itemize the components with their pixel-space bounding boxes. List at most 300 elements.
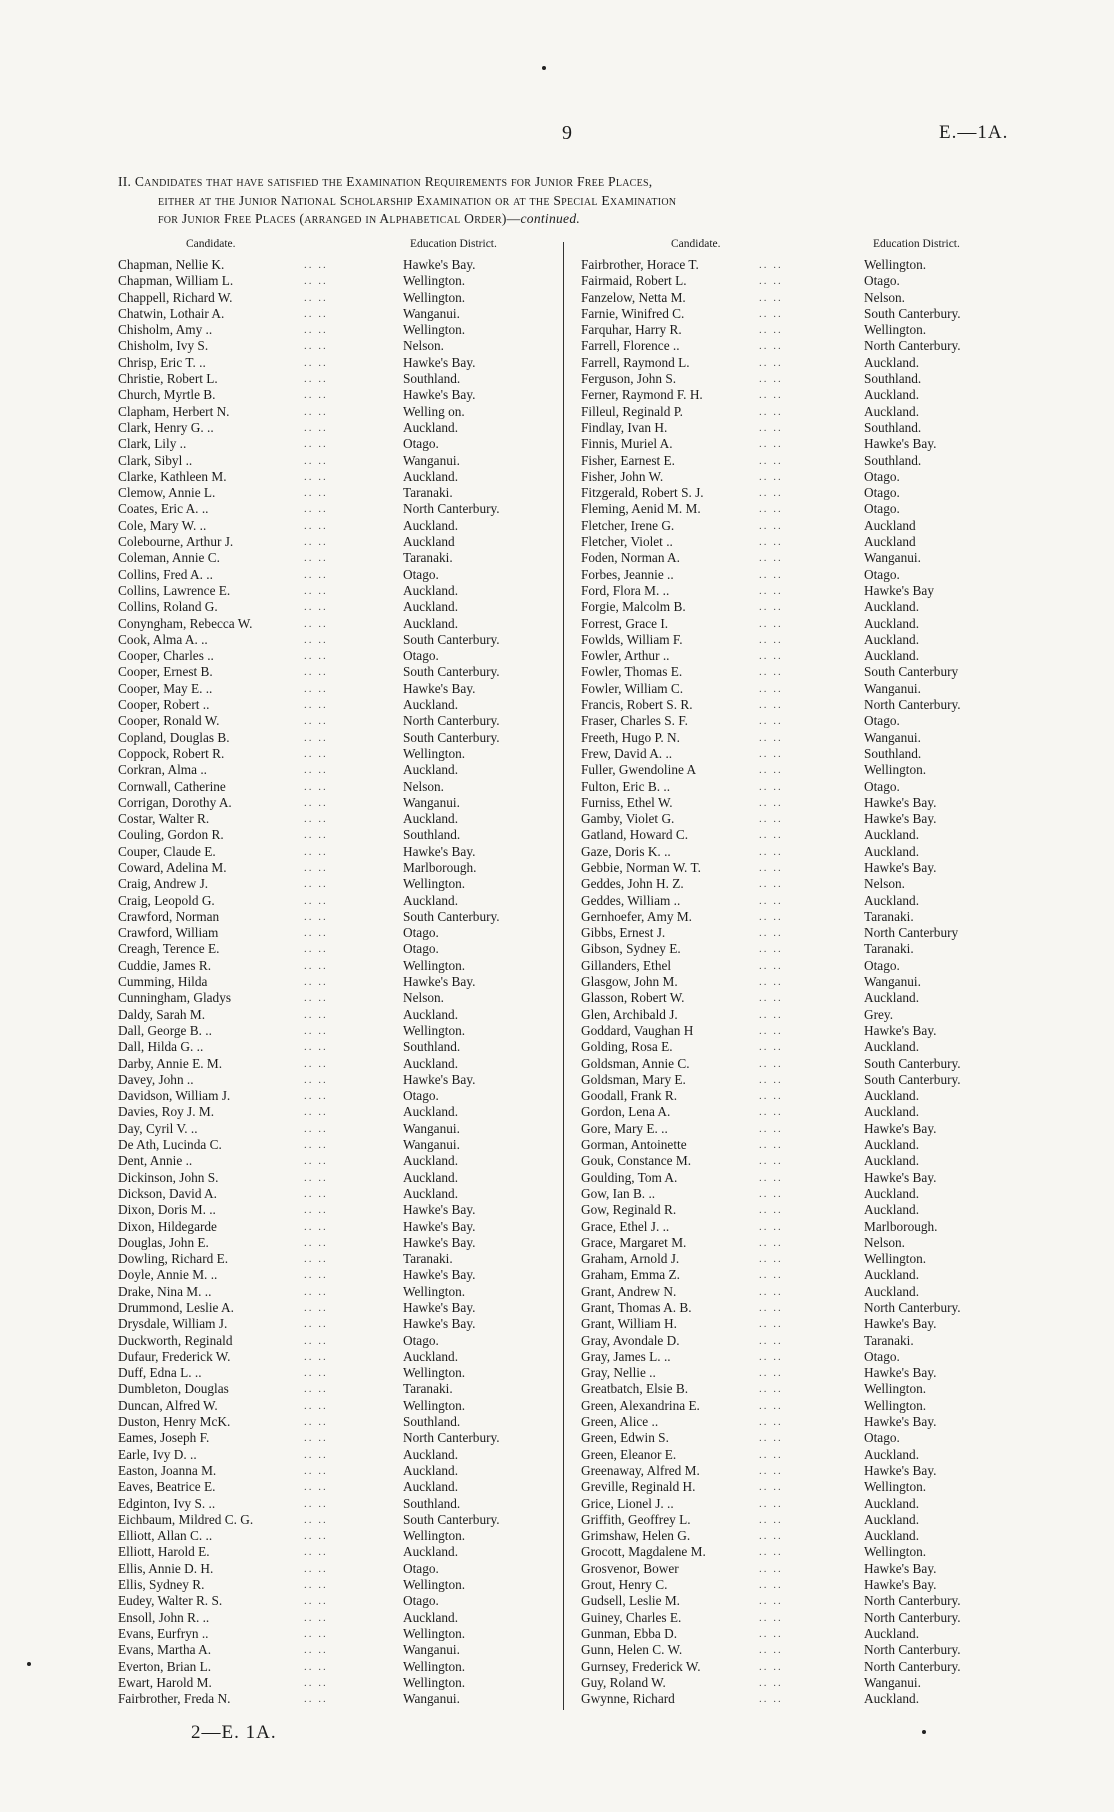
candidate-name: Greatbatch, Elsie B. xyxy=(581,1381,689,1397)
candidate-row xyxy=(581,273,1021,289)
candidate-name: Fletcher, Violet .. xyxy=(581,534,673,550)
leader-dots: .. .. xyxy=(759,617,783,630)
education-district: North Canterbury. xyxy=(403,1430,500,1446)
heading-line-2: either at the Junior National Scholarship Examination or at the Special Examination xyxy=(158,192,677,208)
candidate-row xyxy=(581,795,1021,811)
leader-dots: .. .. xyxy=(759,927,783,940)
candidate-name: Cornwall, Catherine xyxy=(118,778,226,794)
education-district: Otago. xyxy=(403,648,439,664)
education-district: Otago. xyxy=(864,273,900,289)
candidate-row xyxy=(118,1088,548,1104)
candidate-name: Grant, Andrew N. xyxy=(581,1283,677,1299)
leader-dots: .. .. xyxy=(304,389,328,402)
candidate-name: Chrisp, Eric T. .. xyxy=(118,354,206,370)
candidate-name: Farquhar, Harry R. xyxy=(581,322,682,338)
leader-dots: .. .. xyxy=(759,943,783,956)
candidate-name: Drummond, Leslie A. xyxy=(118,1300,234,1315)
leader-dots: .. .. xyxy=(759,470,783,483)
education-district: Wellington. xyxy=(864,1544,927,1560)
candidate-name: Clark, Sibyl .. xyxy=(118,452,193,468)
candidate-name: Fraser, Charles S. F. xyxy=(581,713,688,729)
education-district: South Canterbury. xyxy=(403,1511,500,1527)
leader-dots: .. .. xyxy=(759,1399,783,1412)
education-district: Marlborough. xyxy=(403,859,477,875)
page-code: E.—1A. xyxy=(939,122,1009,143)
education-district: Hawke's Bay. xyxy=(864,811,937,827)
education-district: Otago. xyxy=(864,1430,900,1446)
candidate-row xyxy=(118,1544,548,1560)
candidate-row xyxy=(118,909,548,925)
education-district: Auckland. xyxy=(403,615,459,631)
leader-dots: .. .. xyxy=(759,1432,783,1445)
candidate-row xyxy=(118,1104,548,1120)
education-district: Southland. xyxy=(864,371,922,387)
education-district: Otago. xyxy=(864,1348,900,1364)
education-district: Auckland. xyxy=(864,648,920,664)
candidate-row xyxy=(581,534,1021,550)
candidate-row xyxy=(118,1659,548,1675)
candidate-row xyxy=(581,1333,1021,1349)
candidate-name: Dickinson, John S. xyxy=(118,1169,219,1185)
candidate-name: Goodall, Frank R. xyxy=(581,1088,678,1104)
education-district: Auckland. xyxy=(403,1104,459,1120)
leader-dots: .. .. xyxy=(304,454,328,467)
candidate-row xyxy=(581,925,1021,941)
education-district: Hawke's Bay. xyxy=(864,859,937,875)
leader-dots: .. .. xyxy=(304,421,328,434)
candidate-row xyxy=(581,322,1021,338)
education-district: South Canterbury. xyxy=(403,729,500,745)
candidate-row xyxy=(118,355,548,371)
education-district: Auckland. xyxy=(403,517,459,533)
leader-dots: .. .. xyxy=(304,699,328,712)
candidate-name: Duckworth, Reginald xyxy=(118,1332,233,1348)
leader-dots: .. .. xyxy=(759,633,783,646)
candidate-row xyxy=(118,1398,548,1414)
education-district: North Canterbury. xyxy=(864,1609,961,1625)
right-candidate-header: Candidate. xyxy=(671,238,721,250)
education-district: Auckland. xyxy=(864,631,920,647)
leader-dots: .. .. xyxy=(304,764,328,777)
candidate-name: Grice, Lionel J. .. xyxy=(581,1495,674,1511)
candidate-row xyxy=(581,893,1021,909)
candidate-name: Evans, Martha A. xyxy=(118,1642,212,1658)
candidate-row xyxy=(118,420,548,436)
leader-dots: .. .. xyxy=(304,878,328,891)
leader-dots: .. .. xyxy=(759,1220,783,1233)
education-district: South Canterbury. xyxy=(864,1071,961,1087)
education-district: Wanganui. xyxy=(403,1120,460,1136)
education-district: Auckland. xyxy=(864,990,920,1006)
education-district: Otago. xyxy=(403,941,439,957)
education-district: Wellington. xyxy=(403,289,466,305)
leader-dots: .. .. xyxy=(304,259,328,271)
candidate-row xyxy=(581,436,1021,452)
candidate-name: Francis, Robert S. R. xyxy=(581,697,693,713)
candidate-name: Grocott, Magdalene M. xyxy=(581,1544,706,1560)
leader-dots: .. .. xyxy=(759,1562,783,1575)
candidate-row xyxy=(118,958,548,974)
candidate-row xyxy=(118,1414,548,1430)
education-district: Wellington. xyxy=(864,1381,927,1397)
education-district: Auckland. xyxy=(864,615,920,631)
leader-dots: .. .. xyxy=(304,1008,328,1021)
candidate-row xyxy=(581,1039,1021,1055)
candidate-row xyxy=(581,355,1021,371)
leader-dots: .. .. xyxy=(759,373,783,386)
candidate-row xyxy=(581,974,1021,990)
candidate-name: De Ath, Lucinda C. xyxy=(118,1137,222,1153)
candidate-name: Colebourne, Arthur J. xyxy=(118,534,234,550)
leader-dots: .. .. xyxy=(759,992,783,1005)
leader-dots: .. .. xyxy=(304,1660,328,1673)
leader-dots: .. .. xyxy=(304,438,328,451)
candidate-row xyxy=(581,469,1021,485)
education-district: Hawke's Bay. xyxy=(403,354,476,370)
candidate-row xyxy=(581,387,1021,403)
leader-dots: .. .. xyxy=(304,1204,328,1217)
candidate-row xyxy=(581,453,1021,469)
education-district: Wanganui. xyxy=(403,452,460,468)
candidate-row xyxy=(581,1398,1021,1414)
candidate-name: Coates, Eric A. .. xyxy=(118,501,209,517)
candidate-row xyxy=(118,599,548,615)
leader-dots: .. .. xyxy=(759,894,783,907)
candidate-row xyxy=(118,1463,548,1479)
leader-dots: .. .. xyxy=(304,552,328,565)
leader-dots: .. .. xyxy=(759,389,783,402)
candidate-row xyxy=(581,501,1021,517)
candidate-name: Crawford, Norman xyxy=(118,908,220,924)
education-district: Wellington. xyxy=(403,1365,466,1381)
education-district: Wellington. xyxy=(403,1283,466,1299)
leader-dots: .. .. xyxy=(759,666,783,679)
candidate-row xyxy=(118,893,548,909)
education-district: Auckland. xyxy=(864,1511,920,1527)
candidate-name: Farrell, Florence .. xyxy=(581,338,680,354)
education-district: Auckland. xyxy=(403,1544,459,1560)
candidate-name: Eames, Joseph F. xyxy=(118,1430,210,1446)
candidate-name: Creagh, Terence E. xyxy=(118,941,220,957)
education-district: Hawke's Bay. xyxy=(403,1316,476,1332)
candidate-name: Couper, Claude E. xyxy=(118,843,216,859)
education-district: Hawke's Bay. xyxy=(403,843,476,859)
education-district: Hawke's Bay. xyxy=(864,1577,937,1593)
education-district: Auckland. xyxy=(864,1267,920,1283)
education-district: Grey. xyxy=(864,1006,894,1022)
education-district: Auckland. xyxy=(403,1153,459,1169)
candidate-row xyxy=(118,1137,548,1153)
speck-mark xyxy=(27,1662,31,1666)
candidate-row xyxy=(581,1544,1021,1560)
candidate-name: Day, Cyril V. .. xyxy=(118,1120,198,1136)
education-district: Southland. xyxy=(403,1495,461,1511)
leader-dots: .. .. xyxy=(304,1644,328,1657)
candidate-name: Forrest, Grace I. xyxy=(581,615,669,631)
leader-dots: .. .. xyxy=(759,1155,783,1168)
education-district: North Canterbury xyxy=(864,925,959,941)
candidate-name: Forgie, Malcolm B. xyxy=(581,599,686,615)
heading-line-1: II. Candidates that have satisfied the Examination Requirements for Junior Free Places, xyxy=(118,174,653,189)
candidate-name: Clemow, Annie L. xyxy=(118,485,216,501)
leader-dots: .. .. xyxy=(759,747,783,760)
leader-dots: .. .. xyxy=(759,1171,783,1184)
leader-dots: .. .. xyxy=(304,324,328,337)
candidate-name: Eaves, Beatrice E. xyxy=(118,1479,216,1495)
candidate-name: Greenaway, Alfred M. xyxy=(581,1462,700,1478)
education-district: Nelson. xyxy=(864,1234,905,1250)
leader-dots: .. .. xyxy=(304,470,328,483)
candidate-name: Craig, Leopold G. xyxy=(118,892,215,908)
candidate-name: Finnis, Muriel A. xyxy=(581,436,673,452)
leader-dots: .. .. xyxy=(759,1139,783,1152)
candidate-name: Edginton, Ivy S. .. xyxy=(118,1495,216,1511)
candidate-row xyxy=(581,1659,1021,1675)
leader-dots: .. .. xyxy=(759,259,783,271)
candidate-row xyxy=(118,1023,548,1039)
leader-dots: .. .. xyxy=(759,878,783,891)
candidate-name: Ferner, Raymond F. H. xyxy=(581,387,703,403)
leader-dots: .. .. xyxy=(759,1090,783,1103)
education-district: Taranaki. xyxy=(864,941,914,957)
leader-dots: .. .. xyxy=(304,682,328,695)
leader-dots: .. .. xyxy=(759,487,783,500)
leader-dots: .. .. xyxy=(759,650,783,663)
candidate-name: Dumbleton, Douglas xyxy=(118,1381,229,1397)
candidate-row xyxy=(118,1349,548,1365)
candidate-name: Filleul, Reginald P. xyxy=(581,403,683,419)
candidate-row xyxy=(581,1267,1021,1283)
education-district: Auckland. xyxy=(864,1625,920,1641)
candidate-row xyxy=(118,290,548,306)
candidate-name: Gorman, Antoinette xyxy=(581,1137,687,1153)
candidate-row xyxy=(118,1577,548,1593)
leader-dots: .. .. xyxy=(759,1546,783,1559)
education-district: Taranaki. xyxy=(864,908,914,924)
candidate-name: Goddard, Vaughan H xyxy=(581,1022,694,1038)
leader-dots: .. .. xyxy=(304,487,328,500)
leader-dots: .. .. xyxy=(304,1171,328,1184)
candidate-name: Costar, Walter R. xyxy=(118,811,210,827)
education-district: Otago. xyxy=(864,485,900,501)
candidate-name: Gebbie, Norman W. T. xyxy=(581,859,701,875)
education-district: Wanganui. xyxy=(864,1674,921,1690)
candidate-name: Gore, Mary E. .. xyxy=(581,1120,668,1136)
candidate-row xyxy=(118,1675,548,1691)
candidate-row xyxy=(581,1642,1021,1658)
candidate-row xyxy=(581,1023,1021,1039)
education-district: South Canterbury. xyxy=(864,1055,961,1071)
leader-dots: .. .. xyxy=(304,519,328,532)
candidate-name: Everton, Brian L. xyxy=(118,1658,212,1674)
leader-dots: .. .. xyxy=(759,584,783,597)
education-district: Auckland. xyxy=(403,1185,459,1201)
candidate-name: Dall, George B. .. xyxy=(118,1022,212,1038)
candidate-name: Fanzelow, Netta M. xyxy=(581,289,686,305)
education-district: Auckland. xyxy=(864,1153,920,1169)
education-district: Auckland. xyxy=(403,599,459,615)
candidate-name: Dixon, Doris M. .. xyxy=(118,1202,216,1218)
candidate-row xyxy=(118,273,548,289)
candidate-name: Grace, Margaret M. xyxy=(581,1234,687,1250)
candidate-row xyxy=(118,550,548,566)
candidate-row xyxy=(118,485,548,501)
candidate-row xyxy=(581,1300,1021,1316)
education-district: Taranaki. xyxy=(403,485,453,501)
candidate-row xyxy=(118,1056,548,1072)
education-district: Hawke's Bay. xyxy=(403,1218,476,1234)
leader-dots: .. .. xyxy=(759,715,783,728)
education-district: Nelson. xyxy=(403,778,444,794)
education-district: Auckland. xyxy=(864,843,920,859)
candidate-row xyxy=(118,730,548,746)
leader-dots: .. .. xyxy=(304,1611,328,1624)
leader-dots: .. .. xyxy=(304,1139,328,1152)
candidate-row xyxy=(581,664,1021,680)
education-district: Hawke's Bay. xyxy=(864,1462,937,1478)
candidate-row xyxy=(118,1610,548,1626)
candidate-row xyxy=(118,257,548,273)
education-district: Hawke's Bay. xyxy=(864,1120,937,1136)
leader-dots: .. .. xyxy=(304,601,328,614)
candidate-row xyxy=(118,1284,548,1300)
leader-dots: .. .. xyxy=(304,1090,328,1103)
candidate-row xyxy=(581,1528,1021,1544)
leader-dots: .. .. xyxy=(304,976,328,989)
candidate-name: Gatland, Howard C. xyxy=(581,827,689,843)
candidate-name: Fuller, Gwendoline A xyxy=(581,762,697,778)
leader-dots: .. .. xyxy=(759,1513,783,1526)
candidate-row xyxy=(581,1626,1021,1642)
candidate-name: Grace, Ethel J. .. xyxy=(581,1218,670,1234)
candidate-row xyxy=(581,1610,1021,1626)
education-district: North Canterbury. xyxy=(864,338,961,354)
education-district: Auckland. xyxy=(864,1446,920,1462)
education-district: Auckland. xyxy=(403,1348,459,1364)
leader-dots: .. .. xyxy=(759,1464,783,1477)
candidate-row xyxy=(581,860,1021,876)
leader-dots: .. .. xyxy=(759,1367,783,1380)
heading-continued: continued. xyxy=(520,211,581,226)
education-district: North Canterbury. xyxy=(403,501,500,517)
candidate-name: Frew, David A. .. xyxy=(581,745,673,761)
candidate-row xyxy=(581,1430,1021,1446)
left-candidate-header: Candidate. xyxy=(186,238,236,250)
leader-dots: .. .. xyxy=(759,421,783,434)
leader-dots: .. .. xyxy=(304,1595,328,1608)
candidate-name: Ellis, Annie D. H. xyxy=(118,1560,214,1576)
leader-dots: .. .. xyxy=(759,1497,783,1510)
leader-dots: .. .. xyxy=(304,617,328,630)
candidate-name: Gernhoefer, Amy M. xyxy=(581,908,692,924)
candidate-name: Gunn, Helen C. W. xyxy=(581,1642,683,1658)
candidate-row xyxy=(581,404,1021,420)
education-district: Auckland. xyxy=(403,1446,459,1462)
candidate-name: Green, Edwin S. xyxy=(581,1430,669,1446)
candidate-row xyxy=(581,371,1021,387)
candidate-name: Fowler, William C. xyxy=(581,680,684,696)
candidate-name: Fowler, Thomas E. xyxy=(581,664,683,680)
candidate-row xyxy=(118,746,548,762)
leader-dots: .. .. xyxy=(759,1057,783,1070)
education-district: Otago. xyxy=(403,436,439,452)
leader-dots: .. .. xyxy=(759,1253,783,1266)
education-district: South Canterbury. xyxy=(403,631,500,647)
leader-dots: .. .. xyxy=(759,1073,783,1086)
education-district: Wellington. xyxy=(403,1022,466,1038)
candidate-name: Geddes, William .. xyxy=(581,892,681,908)
candidate-name: Crawford, William xyxy=(118,925,219,941)
candidate-name: Gow, Ian B. .. xyxy=(581,1185,656,1201)
leader-dots: .. .. xyxy=(304,1562,328,1575)
leader-dots: .. .. xyxy=(304,1155,328,1168)
education-district: Nelson. xyxy=(864,876,905,892)
candidate-row xyxy=(581,550,1021,566)
education-district: Auckland. xyxy=(403,811,459,827)
education-district: Auckland. xyxy=(864,1202,920,1218)
education-district: Wellington. xyxy=(864,1479,927,1495)
candidate-row xyxy=(118,860,548,876)
leader-dots: .. .. xyxy=(304,1627,328,1640)
leader-dots: .. .. xyxy=(759,1350,783,1363)
right-district-header: Education District. xyxy=(873,238,960,250)
education-district: Otago. xyxy=(403,925,439,941)
candidate-name: Duston, Henry McK. xyxy=(118,1414,231,1430)
candidate-name: Cumming, Hilda xyxy=(118,974,208,990)
education-district: Hawke's Bay. xyxy=(864,1414,937,1430)
signature-mark: 2—E. 1A. xyxy=(191,1722,277,1743)
candidate-row xyxy=(118,1072,548,1088)
leader-dots: .. .. xyxy=(304,1318,328,1331)
education-district: South Canterbury. xyxy=(864,305,961,321)
candidate-name: Dickson, David A. xyxy=(118,1185,217,1201)
candidate-row xyxy=(118,827,548,843)
education-district: Otago. xyxy=(403,566,439,582)
education-district: Hawke's Bay. xyxy=(403,1267,476,1283)
candidate-row xyxy=(118,1642,548,1658)
candidate-name: Gillanders, Ethel xyxy=(581,957,672,973)
candidate-row xyxy=(581,990,1021,1006)
candidate-row xyxy=(581,1691,1021,1707)
candidate-name: Ellis, Sydney R. xyxy=(118,1577,205,1593)
education-district: Hawke's Bay. xyxy=(403,680,476,696)
education-district: Auckland. xyxy=(403,1006,459,1022)
candidate-name: Gudsell, Leslie M. xyxy=(581,1593,680,1609)
candidate-row xyxy=(118,1512,548,1528)
candidate-name: Glen, Archibald J. xyxy=(581,1006,678,1022)
education-district: Auckland. xyxy=(864,1137,920,1153)
leader-dots: .. .. xyxy=(759,438,783,451)
leader-dots: .. .. xyxy=(759,324,783,337)
candidate-row xyxy=(581,1381,1021,1397)
candidate-row xyxy=(118,974,548,990)
candidate-name: Cooper, Robert .. xyxy=(118,697,210,713)
education-district: Marlborough. xyxy=(864,1218,938,1234)
candidate-name: Grant, Thomas A. B. xyxy=(581,1300,692,1315)
candidate-name: Gurnsey, Frederick W. xyxy=(581,1658,701,1674)
leader-dots: .. .. xyxy=(759,682,783,695)
candidate-name: Forbes, Jeannie .. xyxy=(581,566,674,582)
leader-dots: .. .. xyxy=(759,1448,783,1461)
education-district: Taranaki. xyxy=(403,1251,453,1267)
leader-dots: .. .. xyxy=(759,552,783,565)
candidate-name: Chapman, Nellie K. xyxy=(118,257,225,272)
candidate-name: Green, Eleanor E. xyxy=(581,1446,677,1462)
candidate-row xyxy=(118,436,548,452)
candidate-row xyxy=(581,1316,1021,1332)
candidate-row xyxy=(118,616,548,632)
leader-dots: .. .. xyxy=(304,1106,328,1119)
